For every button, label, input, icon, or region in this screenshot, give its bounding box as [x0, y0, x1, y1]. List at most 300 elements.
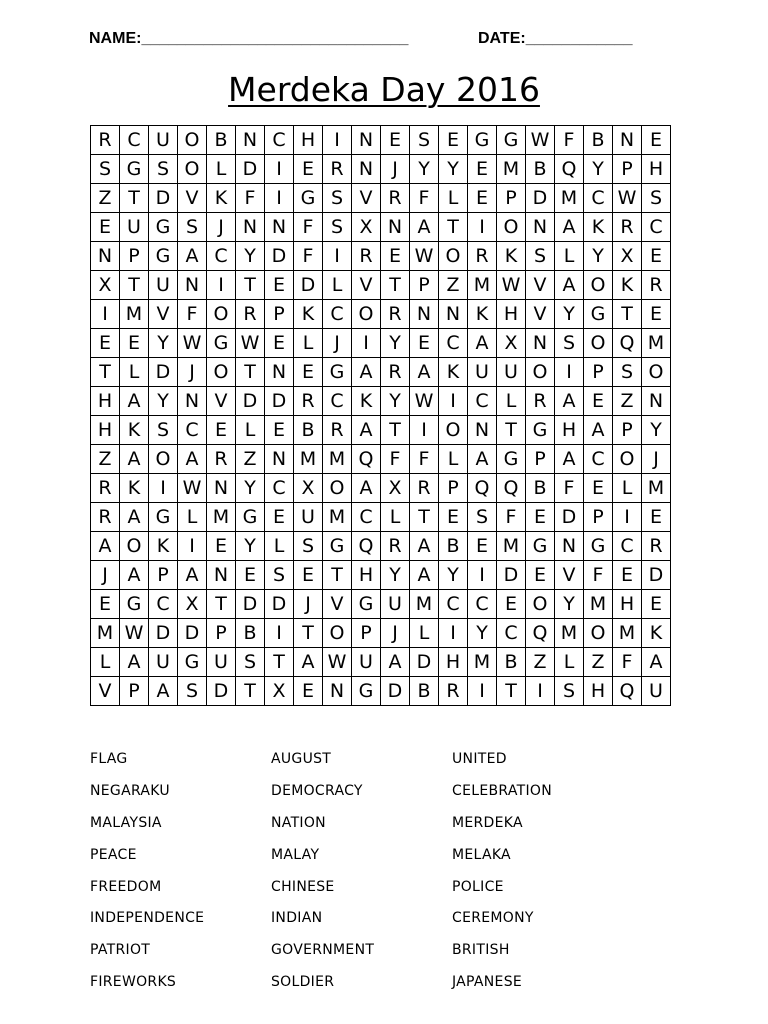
grid-cell[interactable]: O	[178, 155, 207, 184]
grid-cell[interactable]: O	[526, 590, 555, 619]
grid-cell[interactable]: D	[555, 503, 584, 532]
grid-cell[interactable]: T	[497, 416, 526, 445]
grid-cell[interactable]: R	[642, 271, 671, 300]
grid-cell[interactable]: R	[410, 474, 439, 503]
grid-cell[interactable]: V	[352, 271, 381, 300]
grid-cell[interactable]: Z	[584, 648, 613, 677]
grid-cell[interactable]: A	[381, 648, 410, 677]
grid-cell[interactable]: E	[410, 329, 439, 358]
grid-cell[interactable]: Y	[381, 561, 410, 590]
grid-cell[interactable]: C	[642, 213, 671, 242]
grid-cell[interactable]: C	[584, 445, 613, 474]
grid-cell[interactable]: U	[149, 648, 178, 677]
grid-cell[interactable]: Z	[236, 445, 265, 474]
grid-cell[interactable]: N	[526, 213, 555, 242]
grid-cell[interactable]: T	[236, 271, 265, 300]
grid-cell[interactable]: H	[613, 590, 642, 619]
grid-cell[interactable]: U	[149, 126, 178, 155]
grid-cell[interactable]: P	[207, 619, 236, 648]
grid-cell[interactable]: B	[526, 155, 555, 184]
grid-cell[interactable]: I	[410, 416, 439, 445]
grid-cell[interactable]: Y	[236, 532, 265, 561]
grid-cell[interactable]: F	[381, 445, 410, 474]
grid-cell[interactable]: K	[613, 271, 642, 300]
grid-cell[interactable]: N	[642, 387, 671, 416]
grid-cell[interactable]: H	[439, 648, 468, 677]
grid-cell[interactable]: T	[613, 300, 642, 329]
grid-cell[interactable]: I	[265, 155, 294, 184]
grid-cell[interactable]: S	[149, 155, 178, 184]
grid-cell[interactable]: Q	[526, 619, 555, 648]
grid-cell[interactable]: T	[294, 619, 323, 648]
grid-cell[interactable]: C	[323, 387, 352, 416]
grid-cell[interactable]: D	[236, 590, 265, 619]
grid-cell[interactable]: T	[265, 648, 294, 677]
grid-cell[interactable]: N	[207, 474, 236, 503]
grid-cell[interactable]: O	[584, 619, 613, 648]
grid-cell[interactable]: O	[584, 329, 613, 358]
grid-cell[interactable]: E	[381, 242, 410, 271]
grid-cell[interactable]: C	[178, 416, 207, 445]
grid-cell[interactable]: A	[410, 532, 439, 561]
grid-cell[interactable]: X	[91, 271, 120, 300]
grid-cell[interactable]: H	[497, 300, 526, 329]
grid-cell[interactable]: I	[613, 503, 642, 532]
grid-cell[interactable]: F	[410, 184, 439, 213]
grid-cell[interactable]: D	[265, 590, 294, 619]
grid-cell[interactable]: H	[91, 416, 120, 445]
grid-cell[interactable]: G	[294, 184, 323, 213]
grid-cell[interactable]: J	[91, 561, 120, 590]
grid-cell[interactable]: E	[91, 213, 120, 242]
grid-cell[interactable]: D	[642, 561, 671, 590]
grid-cell[interactable]: P	[149, 561, 178, 590]
grid-cell[interactable]: C	[265, 126, 294, 155]
grid-cell[interactable]: L	[410, 619, 439, 648]
grid-cell[interactable]: R	[468, 242, 497, 271]
grid-cell[interactable]: N	[265, 445, 294, 474]
grid-cell[interactable]: D	[236, 387, 265, 416]
grid-cell[interactable]: T	[207, 590, 236, 619]
grid-cell[interactable]: G	[120, 590, 149, 619]
grid-cell[interactable]: N	[265, 358, 294, 387]
grid-cell[interactable]: L	[613, 474, 642, 503]
grid-cell[interactable]: T	[439, 213, 468, 242]
grid-cell[interactable]: M	[294, 445, 323, 474]
grid-cell[interactable]: S	[178, 677, 207, 706]
grid-cell[interactable]: S	[642, 184, 671, 213]
grid-cell[interactable]: P	[584, 358, 613, 387]
grid-cell[interactable]: W	[410, 387, 439, 416]
grid-cell[interactable]: M	[120, 300, 149, 329]
grid-cell[interactable]: E	[265, 416, 294, 445]
grid-cell[interactable]: L	[439, 184, 468, 213]
grid-cell[interactable]: F	[555, 474, 584, 503]
grid-cell[interactable]: J	[381, 155, 410, 184]
grid-cell[interactable]: I	[265, 619, 294, 648]
grid-cell[interactable]: V	[149, 300, 178, 329]
grid-cell[interactable]: Q	[555, 155, 584, 184]
grid-cell[interactable]: L	[207, 155, 236, 184]
grid-cell[interactable]: C	[149, 590, 178, 619]
grid-cell[interactable]: I	[149, 474, 178, 503]
grid-cell[interactable]: S	[149, 416, 178, 445]
grid-cell[interactable]: C	[497, 619, 526, 648]
grid-cell[interactable]: Z	[91, 445, 120, 474]
grid-cell[interactable]: I	[265, 184, 294, 213]
grid-cell[interactable]: K	[120, 474, 149, 503]
grid-cell[interactable]: S	[91, 155, 120, 184]
grid-cell[interactable]: X	[178, 590, 207, 619]
grid-cell[interactable]: T	[91, 358, 120, 387]
grid-cell[interactable]: Y	[584, 242, 613, 271]
grid-cell[interactable]: D	[207, 677, 236, 706]
grid-cell[interactable]: A	[584, 416, 613, 445]
grid-cell[interactable]: C	[468, 387, 497, 416]
grid-cell[interactable]: N	[323, 677, 352, 706]
grid-cell[interactable]: X	[352, 213, 381, 242]
grid-cell[interactable]: Y	[439, 561, 468, 590]
grid-cell[interactable]: K	[468, 300, 497, 329]
grid-cell[interactable]: A	[468, 329, 497, 358]
grid-cell[interactable]: Y	[381, 387, 410, 416]
grid-cell[interactable]: A	[555, 271, 584, 300]
grid-cell[interactable]: M	[91, 619, 120, 648]
grid-cell[interactable]: M	[642, 329, 671, 358]
grid-cell[interactable]: S	[265, 561, 294, 590]
grid-cell[interactable]: E	[468, 184, 497, 213]
grid-cell[interactable]: X	[265, 677, 294, 706]
grid-cell[interactable]: R	[642, 532, 671, 561]
grid-cell[interactable]: J	[642, 445, 671, 474]
grid-cell[interactable]: K	[439, 358, 468, 387]
grid-cell[interactable]: O	[207, 358, 236, 387]
grid-cell[interactable]: R	[439, 677, 468, 706]
grid-cell[interactable]: H	[584, 677, 613, 706]
grid-cell[interactable]: D	[178, 619, 207, 648]
grid-cell[interactable]: E	[584, 387, 613, 416]
grid-cell[interactable]: I	[468, 213, 497, 242]
grid-cell[interactable]: O	[178, 126, 207, 155]
grid-cell[interactable]: A	[120, 561, 149, 590]
grid-cell[interactable]: G	[236, 503, 265, 532]
grid-cell[interactable]: T	[120, 184, 149, 213]
grid-cell[interactable]: N	[468, 416, 497, 445]
grid-cell[interactable]: M	[555, 184, 584, 213]
grid-cell[interactable]: E	[207, 532, 236, 561]
grid-cell[interactable]: G	[149, 503, 178, 532]
grid-cell[interactable]: F	[236, 184, 265, 213]
grid-cell[interactable]: B	[584, 126, 613, 155]
grid-cell[interactable]: D	[265, 242, 294, 271]
grid-cell[interactable]: A	[555, 387, 584, 416]
grid-cell[interactable]: R	[91, 474, 120, 503]
grid-cell[interactable]: L	[120, 358, 149, 387]
grid-cell[interactable]: G	[526, 532, 555, 561]
grid-cell[interactable]: P	[526, 445, 555, 474]
grid-cell[interactable]: A	[91, 532, 120, 561]
grid-cell[interactable]: A	[642, 648, 671, 677]
grid-cell[interactable]: J	[323, 329, 352, 358]
grid-cell[interactable]: G	[120, 155, 149, 184]
grid-cell[interactable]: E	[526, 561, 555, 590]
grid-cell[interactable]: E	[91, 329, 120, 358]
grid-cell[interactable]: V	[352, 184, 381, 213]
grid-cell[interactable]: Y	[381, 329, 410, 358]
grid-cell[interactable]: R	[236, 300, 265, 329]
grid-cell[interactable]: E	[207, 416, 236, 445]
grid-cell[interactable]: F	[178, 300, 207, 329]
grid-cell[interactable]: O	[584, 271, 613, 300]
grid-cell[interactable]: E	[91, 590, 120, 619]
grid-cell[interactable]: P	[120, 242, 149, 271]
grid-cell[interactable]: U	[468, 358, 497, 387]
grid-cell[interactable]: D	[497, 561, 526, 590]
grid-cell[interactable]: L	[555, 242, 584, 271]
grid-cell[interactable]: I	[468, 561, 497, 590]
grid-cell[interactable]: G	[149, 213, 178, 242]
grid-cell[interactable]: H	[555, 416, 584, 445]
grid-cell[interactable]: C	[120, 126, 149, 155]
grid-cell[interactable]: N	[178, 271, 207, 300]
grid-cell[interactable]: E	[294, 155, 323, 184]
grid-cell[interactable]: S	[555, 677, 584, 706]
grid-cell[interactable]: N	[236, 213, 265, 242]
grid-cell[interactable]: L	[381, 503, 410, 532]
grid-cell[interactable]: R	[294, 387, 323, 416]
grid-cell[interactable]: R	[381, 358, 410, 387]
grid-cell[interactable]: Y	[555, 300, 584, 329]
grid-cell[interactable]: A	[352, 474, 381, 503]
grid-cell[interactable]: C	[613, 532, 642, 561]
grid-cell[interactable]: J	[381, 619, 410, 648]
grid-cell[interactable]: Y	[236, 474, 265, 503]
grid-cell[interactable]: U	[497, 358, 526, 387]
grid-cell[interactable]: O	[526, 358, 555, 387]
grid-cell[interactable]: W	[178, 329, 207, 358]
grid-cell[interactable]: L	[265, 532, 294, 561]
grid-cell[interactable]: R	[352, 242, 381, 271]
grid-cell[interactable]: F	[613, 648, 642, 677]
grid-cell[interactable]: E	[294, 561, 323, 590]
grid-cell[interactable]: M	[497, 155, 526, 184]
grid-cell[interactable]: A	[120, 387, 149, 416]
grid-cell[interactable]: E	[439, 126, 468, 155]
grid-cell[interactable]: L	[294, 329, 323, 358]
grid-cell[interactable]: K	[584, 213, 613, 242]
grid-cell[interactable]: E	[468, 155, 497, 184]
grid-cell[interactable]: B	[526, 474, 555, 503]
grid-cell[interactable]: E	[439, 503, 468, 532]
grid-cell[interactable]: P	[410, 271, 439, 300]
grid-cell[interactable]: B	[207, 126, 236, 155]
grid-cell[interactable]: G	[352, 677, 381, 706]
grid-cell[interactable]: K	[120, 416, 149, 445]
grid-cell[interactable]: X	[497, 329, 526, 358]
grid-cell[interactable]: C	[323, 300, 352, 329]
grid-cell[interactable]: Y	[555, 590, 584, 619]
grid-cell[interactable]: G	[352, 590, 381, 619]
grid-cell[interactable]: Q	[497, 474, 526, 503]
grid-cell[interactable]: R	[323, 155, 352, 184]
grid-cell[interactable]: M	[584, 590, 613, 619]
grid-cell[interactable]: A	[468, 445, 497, 474]
grid-cell[interactable]: Q	[352, 445, 381, 474]
grid-cell[interactable]: O	[439, 416, 468, 445]
grid-cell[interactable]: D	[381, 677, 410, 706]
grid-cell[interactable]: Y	[236, 242, 265, 271]
grid-cell[interactable]: G	[497, 445, 526, 474]
grid-cell[interactable]: F	[555, 126, 584, 155]
grid-cell[interactable]: A	[352, 416, 381, 445]
grid-cell[interactable]: M	[207, 503, 236, 532]
grid-cell[interactable]: S	[526, 242, 555, 271]
grid-cell[interactable]: R	[381, 532, 410, 561]
grid-cell[interactable]: V	[323, 590, 352, 619]
grid-cell[interactable]: E	[294, 358, 323, 387]
grid-cell[interactable]: N	[439, 300, 468, 329]
grid-cell[interactable]: M	[468, 648, 497, 677]
grid-cell[interactable]: Y	[149, 387, 178, 416]
grid-cell[interactable]: Y	[149, 329, 178, 358]
grid-cell[interactable]: D	[149, 358, 178, 387]
grid-cell[interactable]: C	[584, 184, 613, 213]
grid-cell[interactable]: A	[555, 445, 584, 474]
grid-cell[interactable]: U	[207, 648, 236, 677]
grid-cell[interactable]: K	[642, 619, 671, 648]
grid-cell[interactable]: S	[236, 648, 265, 677]
grid-cell[interactable]: I	[439, 619, 468, 648]
grid-cell[interactable]: F	[294, 213, 323, 242]
grid-cell[interactable]: C	[352, 503, 381, 532]
grid-cell[interactable]: I	[207, 271, 236, 300]
grid-cell[interactable]: C	[265, 474, 294, 503]
grid-cell[interactable]: E	[265, 503, 294, 532]
grid-cell[interactable]: V	[91, 677, 120, 706]
grid-cell[interactable]: Q	[613, 329, 642, 358]
grid-cell[interactable]: V	[526, 300, 555, 329]
grid-cell[interactable]: R	[323, 416, 352, 445]
grid-cell[interactable]: L	[236, 416, 265, 445]
grid-cell[interactable]: R	[381, 184, 410, 213]
grid-cell[interactable]: O	[613, 445, 642, 474]
grid-cell[interactable]: A	[120, 445, 149, 474]
grid-cell[interactable]: A	[352, 358, 381, 387]
grid-cell[interactable]: V	[526, 271, 555, 300]
grid-cell[interactable]: W	[120, 619, 149, 648]
grid-cell[interactable]: S	[555, 329, 584, 358]
grid-cell[interactable]: I	[91, 300, 120, 329]
grid-cell[interactable]: K	[352, 387, 381, 416]
grid-cell[interactable]: S	[323, 213, 352, 242]
grid-cell[interactable]: N	[526, 329, 555, 358]
grid-cell[interactable]: N	[178, 387, 207, 416]
grid-cell[interactable]: O	[497, 213, 526, 242]
grid-cell[interactable]: F	[497, 503, 526, 532]
grid-cell[interactable]: C	[439, 590, 468, 619]
grid-cell[interactable]: Y	[584, 155, 613, 184]
grid-cell[interactable]: H	[642, 155, 671, 184]
grid-cell[interactable]: R	[91, 126, 120, 155]
grid-cell[interactable]: L	[178, 503, 207, 532]
grid-cell[interactable]: A	[178, 561, 207, 590]
grid-cell[interactable]: N	[613, 126, 642, 155]
grid-cell[interactable]: A	[410, 561, 439, 590]
grid-cell[interactable]: X	[613, 242, 642, 271]
grid-cell[interactable]: E	[642, 242, 671, 271]
grid-cell[interactable]: P	[497, 184, 526, 213]
grid-cell[interactable]: U	[294, 503, 323, 532]
grid-cell[interactable]: G	[207, 329, 236, 358]
grid-cell[interactable]: J	[178, 358, 207, 387]
grid-cell[interactable]: A	[294, 648, 323, 677]
grid-cell[interactable]: M	[642, 474, 671, 503]
grid-cell[interactable]: R	[207, 445, 236, 474]
grid-cell[interactable]: P	[613, 416, 642, 445]
grid-cell[interactable]: C	[439, 329, 468, 358]
grid-cell[interactable]: U	[120, 213, 149, 242]
grid-cell[interactable]: O	[149, 445, 178, 474]
grid-cell[interactable]: V	[178, 184, 207, 213]
grid-cell[interactable]: Q	[352, 532, 381, 561]
grid-cell[interactable]: P	[352, 619, 381, 648]
grid-cell[interactable]: O	[323, 474, 352, 503]
grid-cell[interactable]: S	[178, 213, 207, 242]
grid-cell[interactable]: Y	[439, 155, 468, 184]
grid-cell[interactable]: E	[584, 474, 613, 503]
grid-cell[interactable]: E	[265, 329, 294, 358]
grid-cell[interactable]: Y	[468, 619, 497, 648]
grid-cell[interactable]: R	[381, 300, 410, 329]
grid-cell[interactable]: J	[294, 590, 323, 619]
grid-cell[interactable]: F	[294, 242, 323, 271]
grid-cell[interactable]: G	[468, 126, 497, 155]
grid-cell[interactable]: A	[555, 213, 584, 242]
grid-cell[interactable]: Z	[613, 387, 642, 416]
grid-cell[interactable]: E	[642, 300, 671, 329]
grid-cell[interactable]: B	[497, 648, 526, 677]
grid-cell[interactable]: M	[613, 619, 642, 648]
grid-cell[interactable]: Q	[613, 677, 642, 706]
grid-cell[interactable]: W	[323, 648, 352, 677]
grid-cell[interactable]: E	[294, 677, 323, 706]
grid-cell[interactable]: U	[352, 648, 381, 677]
grid-cell[interactable]: W	[178, 474, 207, 503]
grid-cell[interactable]: S	[294, 532, 323, 561]
grid-cell[interactable]: B	[236, 619, 265, 648]
grid-cell[interactable]: U	[642, 677, 671, 706]
grid-cell[interactable]: D	[410, 648, 439, 677]
grid-cell[interactable]: P	[439, 474, 468, 503]
grid-cell[interactable]: N	[352, 155, 381, 184]
grid-cell[interactable]: F	[410, 445, 439, 474]
grid-cell[interactable]: F	[584, 561, 613, 590]
grid-cell[interactable]: G	[584, 300, 613, 329]
grid-cell[interactable]: T	[236, 677, 265, 706]
grid-cell[interactable]: D	[526, 184, 555, 213]
grid-cell[interactable]: Z	[91, 184, 120, 213]
grid-cell[interactable]: L	[497, 387, 526, 416]
grid-cell[interactable]: A	[120, 503, 149, 532]
grid-cell[interactable]: T	[381, 271, 410, 300]
grid-cell[interactable]: P	[584, 503, 613, 532]
grid-cell[interactable]: A	[410, 358, 439, 387]
grid-cell[interactable]: W	[410, 242, 439, 271]
grid-cell[interactable]: Z	[526, 648, 555, 677]
grid-cell[interactable]: L	[91, 648, 120, 677]
grid-cell[interactable]: Y	[642, 416, 671, 445]
grid-cell[interactable]: B	[410, 677, 439, 706]
